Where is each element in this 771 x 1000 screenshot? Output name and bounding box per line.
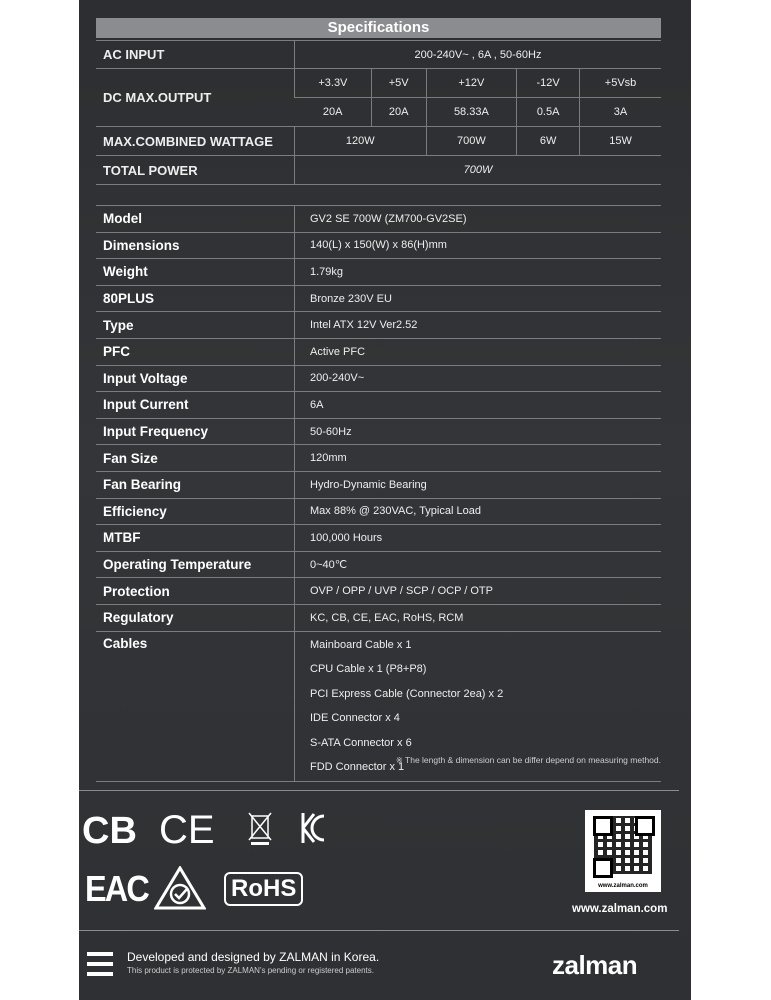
spec-row [96, 418, 661, 445]
rail-5v: +5V [371, 69, 426, 98]
zalman-logo: zalman [552, 950, 638, 980]
measurement-note: ※ The length & dimension can be differ depend on measuring method. [395, 755, 661, 765]
spec-key: Type [96, 312, 295, 339]
combined-neg12v: 6W [517, 127, 580, 156]
cable-item: Mainboard Cable x 1 [310, 638, 412, 651]
spec-value: 200-240V~ [295, 365, 662, 392]
amp-neg12v: 0.5A [517, 98, 580, 127]
spec-value: 100,000 Hours [295, 525, 662, 552]
amp-3v3: 20A [295, 98, 372, 127]
spec-key: Model [96, 206, 295, 233]
spec-key: Input Voltage [96, 365, 295, 392]
cable-item: IDE Connector x 4 [310, 712, 400, 725]
spec-key: PFC [96, 338, 295, 365]
spec-table [96, 205, 661, 782]
dc-output-label: DC MAX.OUTPUT [96, 69, 295, 127]
spec-key: Protection [96, 578, 295, 605]
spec-key: Efficiency [96, 498, 295, 525]
spec-value: 0~40℃ [295, 551, 662, 578]
spec-row [96, 551, 661, 578]
spec-row [96, 365, 661, 392]
power-table [96, 40, 661, 185]
footer-patents: This product is protected by ZALMAN's pending or registered patents. [127, 966, 374, 975]
qr-url: www.zalman.com [598, 883, 648, 889]
spec-row [96, 285, 661, 312]
spec-value: Max 88% @ 230VAC, Typical Load [295, 498, 662, 525]
spec-value: Hydro-Dynamic Bearing [295, 471, 662, 498]
spec-row [96, 392, 661, 419]
spec-row [96, 498, 661, 525]
weee-bin-icon [247, 810, 273, 846]
spec-value: Active PFC [295, 338, 662, 365]
rohs-logo: RoHS [224, 872, 303, 906]
combined-3v3-5v: 120W [295, 127, 427, 156]
qr-finder [593, 858, 613, 878]
divider [79, 930, 679, 931]
ac-input-label: AC INPUT [96, 41, 295, 69]
divider [79, 790, 679, 791]
spec-key: Weight [96, 259, 295, 286]
spec-value: 120mm [295, 445, 662, 472]
rail-3v3: +3.3V [295, 69, 372, 98]
cable-item: FDD Connector x 1 [310, 761, 405, 774]
spec-key: Fan Bearing [96, 471, 295, 498]
spec-key: Operating Temperature [96, 551, 295, 578]
cables-label: Cables [96, 631, 295, 782]
spec-value: GV2 SE 700W (ZM700-GV2SE) [295, 206, 662, 233]
total-power-label: TOTAL POWER [96, 156, 295, 185]
total-power-value: 700W [295, 156, 662, 185]
rail-5vsb: +5Vsb [580, 69, 661, 98]
rail-neg12v: -12V [517, 69, 580, 98]
spec-key: Input Current [96, 392, 295, 419]
amp-5v: 20A [371, 98, 426, 127]
website-link[interactable]: www.zalman.com [572, 903, 668, 915]
spec-value: 6A [295, 392, 662, 419]
combined-5vsb: 15W [580, 127, 661, 156]
spec-row [96, 604, 661, 631]
amp-5vsb: 3A [580, 98, 661, 127]
amp-12v: 58.33A [426, 98, 517, 127]
spec-value: OVP / OPP / UVP / SCP / OCP / OTP [295, 578, 662, 605]
spec-key: Fan Size [96, 445, 295, 472]
spec-value: 50-60Hz [295, 418, 662, 445]
spec-value: Intel ATX 12V Ver2.52 [295, 312, 662, 339]
spec-key: MTBF [96, 525, 295, 552]
spec-key: Input Frequency [96, 418, 295, 445]
spec-row [96, 445, 661, 472]
spec-row [96, 471, 661, 498]
cable-item: S-ATA Connector x 6 [310, 736, 412, 749]
qr-finder [635, 816, 655, 836]
spec-sheet [79, 0, 691, 1000]
zalman-z-icon [87, 952, 113, 976]
spec-value: 140(L) x 150(W) x 86(H)mm [295, 232, 662, 259]
footer-developed: Developed and designed by ZALMAN in Korea. [127, 950, 380, 964]
cb-logo: CB [82, 810, 137, 852]
kc-mark-icon [300, 810, 326, 846]
spec-row [96, 206, 661, 233]
spec-value: 1.79kg [295, 259, 662, 286]
spec-row [96, 338, 661, 365]
rail-12v: +12V [426, 69, 517, 98]
combined-label: MAX.COMBINED WATTAGE [96, 127, 295, 156]
qr-finder [593, 816, 613, 836]
spec-key: 80PLUS [96, 285, 295, 312]
eac-logo: EAC [85, 868, 149, 909]
spec-row [96, 259, 661, 286]
qr-code[interactable] [585, 810, 661, 892]
spec-row [96, 312, 661, 339]
spec-value: KC, CB, CE, EAC, RoHS, RCM [295, 604, 662, 631]
spec-key: Dimensions [96, 232, 295, 259]
spec-row [96, 578, 661, 605]
specifications-header: Specifications [96, 18, 661, 38]
spec-row [96, 525, 661, 552]
rcm-mark-icon [154, 866, 206, 910]
spec-row [96, 232, 661, 259]
ce-logo: CE [159, 808, 215, 852]
combined-12v: 700W [426, 127, 517, 156]
spec-key: Regulatory [96, 604, 295, 631]
ac-input-value: 200-240V~ , 6A , 50-60Hz [295, 41, 662, 69]
cable-item: PCI Express Cable (Connector 2ea) x 2 [310, 687, 504, 700]
cable-item: CPU Cable x 1 (P8+P8) [310, 663, 427, 676]
spec-value: Bronze 230V EU [295, 285, 662, 312]
